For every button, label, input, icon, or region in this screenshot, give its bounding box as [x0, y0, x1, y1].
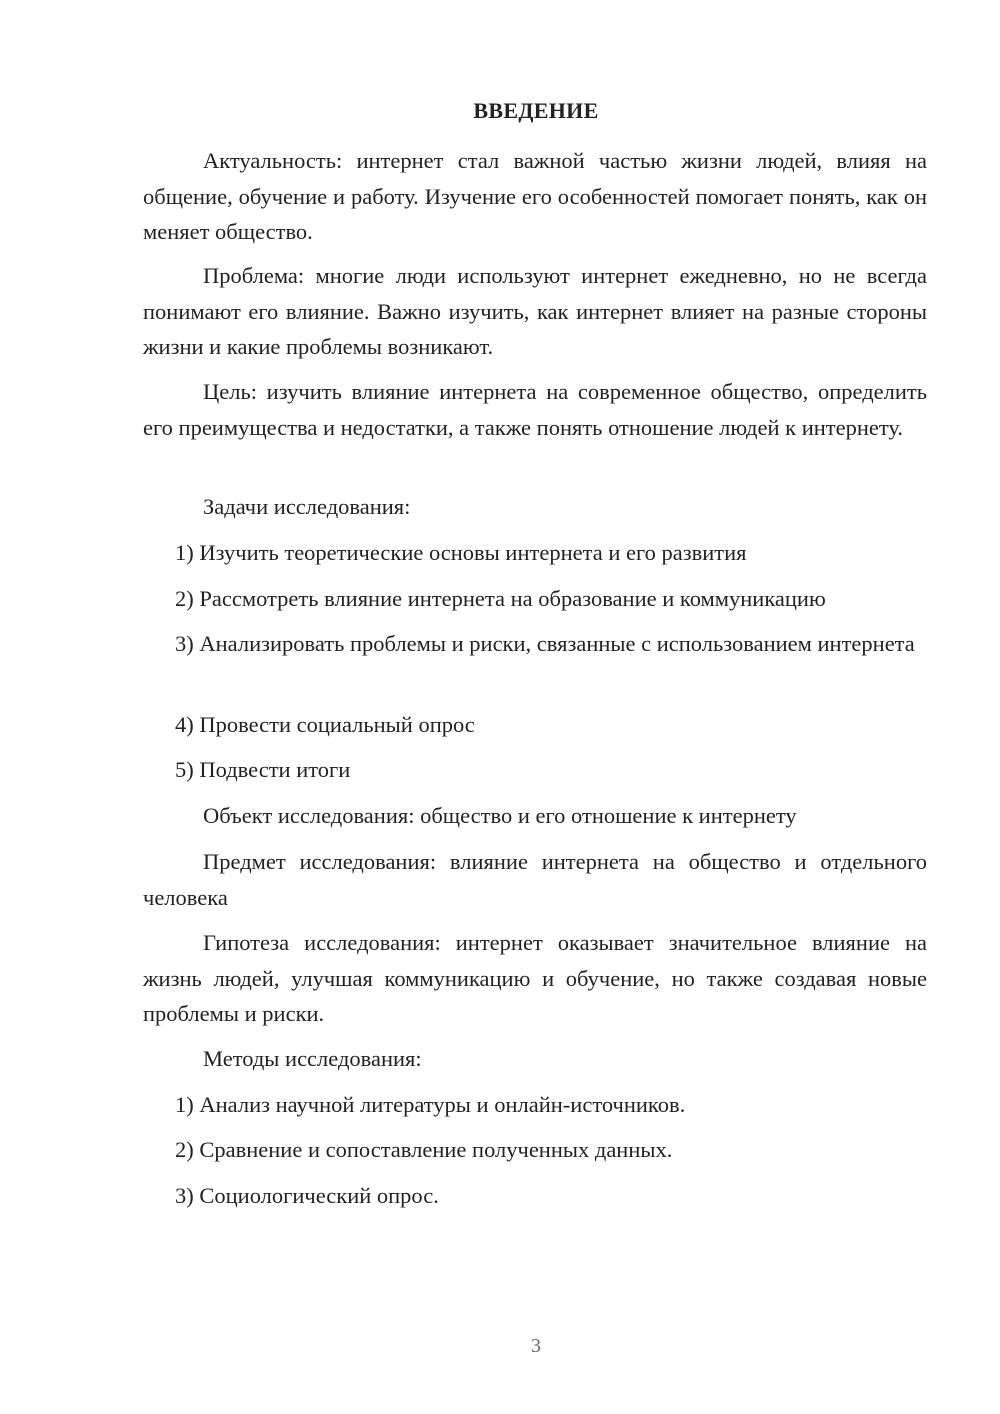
section-heading: ВВЕДЕНИЕ [473, 98, 599, 123]
task-item-3: 3) Анализировать проблемы и риски, связанные с использованием интернета [175, 631, 915, 656]
relevance-paragraph: Актуальность: интернет стал важной частью жизни людей, влияя на общение, обучение и работу. Изучение его особенностей помогает понять, как он меняет общество. [143, 148, 927, 244]
problem-paragraph: Проблема: многие люди используют интернет ежедневно, но не всегда понимают его влияние. Важно изучить, как интернет влияет на разные стороны жизни и какие проблемы возникают. [143, 263, 927, 359]
method-item-3: 3) Социологический опрос. [175, 1183, 439, 1208]
task-item-1: 1) Изучить теоретические основы интернета и его развития [175, 540, 747, 565]
goal-paragraph: Цель: изучить влияние интернета на современное общество, определить его преимущества и недостатки, а также понять отношение людей к интернету. [143, 379, 927, 440]
method-item-2: 2) Сравнение и сопоставление полученных данных. [175, 1137, 673, 1162]
tasks-heading: Задачи исследования: [203, 494, 411, 519]
task-item-5: 5) Подвести итоги [175, 757, 351, 782]
page-number: 3 [531, 1335, 541, 1357]
task-item-4: 4) Провести социальный опрос [175, 712, 475, 737]
object-paragraph: Объект исследования: общество и его отношение к интернету [203, 803, 797, 828]
task-item-2: 2) Рассмотреть влияние интернета на образование и коммуникацию [175, 586, 826, 611]
subject-paragraph: Предмет исследования: влияние интернета на общество и отдельного человека [143, 849, 927, 910]
hypothesis-paragraph: Гипотеза исследования: интернет оказывает значительное влияние на жизнь людей, улучшая коммуникацию и обучение, но также создавая новые проблемы и риски. [143, 930, 927, 1026]
methods-heading: Методы исследования: [203, 1046, 422, 1071]
method-item-1: 1) Анализ научной литературы и онлайн-источников. [175, 1092, 686, 1117]
